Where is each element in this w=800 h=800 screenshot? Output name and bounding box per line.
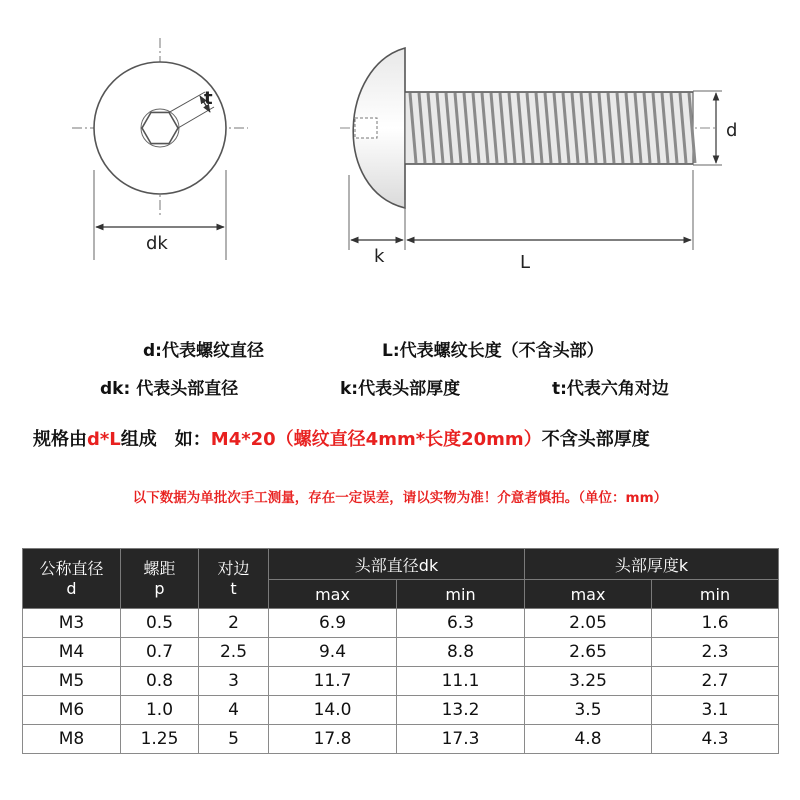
cell-k-min: 4.3 — [652, 725, 779, 754]
header-flat: 对边 t — [199, 549, 269, 609]
cell-dk-min: 11.1 — [397, 667, 525, 696]
measurement-note: 以下数据为单批次手工测量，存在一定误差，请以实物为准！介意者慎拍。（单位：mm） — [132, 490, 668, 506]
side-view — [340, 48, 737, 273]
cell-dk-min: 6.3 — [397, 609, 525, 638]
d-label: d — [726, 120, 738, 141]
cell-k-min: 1.6 — [652, 609, 779, 638]
cell-size: M3 — [23, 609, 121, 638]
spec-suffix: 不含头部厚度 — [541, 429, 650, 450]
header-k-max: max — [525, 580, 652, 609]
cell-k-max: 2.65 — [525, 638, 652, 667]
k-label: k — [374, 246, 385, 267]
legend-t: t:代表六角对边 — [552, 379, 669, 399]
cell-k-max: 3.5 — [525, 696, 652, 725]
t-label: t — [204, 88, 213, 109]
cell-k-max: 2.05 — [525, 609, 652, 638]
cell-pitch: 0.7 — [121, 638, 199, 667]
legend-dk: dk: 代表头部直径 — [100, 379, 239, 399]
cell-flat: 5 — [199, 725, 269, 754]
table-row — [23, 609, 779, 638]
cell-dk-max: 6.9 — [269, 609, 397, 638]
spec-prefix: 规格由 — [33, 429, 87, 450]
cell-dk-min: 8.8 — [397, 638, 525, 667]
table-body — [23, 609, 779, 754]
legend-L: L:代表螺纹长度（不含头部） — [382, 341, 604, 361]
legend-d: d:代表螺纹直径 — [143, 341, 264, 361]
spec-line — [33, 425, 650, 451]
cell-k-min: 2.3 — [652, 638, 779, 667]
table-row — [23, 667, 779, 696]
header-head-diameter: 头部直径dk — [269, 549, 525, 580]
cell-dk-max: 9.4 — [269, 638, 397, 667]
table-row — [23, 725, 779, 754]
cell-pitch: 0.8 — [121, 667, 199, 696]
cell-size: M5 — [23, 667, 121, 696]
cell-k-min: 2.7 — [652, 667, 779, 696]
header-dk-max: max — [269, 580, 397, 609]
header-head-thickness: 头部厚度k — [525, 549, 779, 580]
header-nominal: 公称直径 d — [23, 549, 121, 609]
cell-size: M6 — [23, 696, 121, 725]
spec-example: M4*20（螺纹直径4mm*长度20mm） — [210, 429, 542, 450]
cell-dk-max: 14.0 — [269, 696, 397, 725]
spec-table — [22, 548, 779, 754]
table-row — [23, 638, 779, 667]
cell-size: M8 — [23, 725, 121, 754]
L-label: L — [520, 252, 531, 273]
table-row — [23, 696, 779, 725]
cell-flat: 3 — [199, 667, 269, 696]
cell-k-max: 4.8 — [525, 725, 652, 754]
header-pitch: 螺距 p — [121, 549, 199, 609]
cell-pitch: 1.0 — [121, 696, 199, 725]
front-view — [72, 38, 248, 260]
cell-flat: 2 — [199, 609, 269, 638]
header-k-min: min — [652, 580, 779, 609]
cell-pitch: 0.5 — [121, 609, 199, 638]
screw-drawing — [0, 0, 800, 300]
cell-dk-max: 11.7 — [269, 667, 397, 696]
cell-k-max: 3.25 — [525, 667, 652, 696]
header-dk-min: min — [397, 580, 525, 609]
cell-dk-min: 13.2 — [397, 696, 525, 725]
cell-pitch: 1.25 — [121, 725, 199, 754]
dk-label: dk — [146, 233, 168, 254]
spec-dl: d*L — [87, 429, 121, 450]
spec-mid: 组成 如： — [120, 429, 211, 450]
cell-size: M4 — [23, 638, 121, 667]
hex-socket — [142, 112, 178, 143]
legend-k: k:代表头部厚度 — [340, 379, 461, 399]
cell-k-min: 3.1 — [652, 696, 779, 725]
cell-flat: 4 — [199, 696, 269, 725]
cell-flat: 2.5 — [199, 638, 269, 667]
cell-dk-max: 17.8 — [269, 725, 397, 754]
cell-dk-min: 17.3 — [397, 725, 525, 754]
